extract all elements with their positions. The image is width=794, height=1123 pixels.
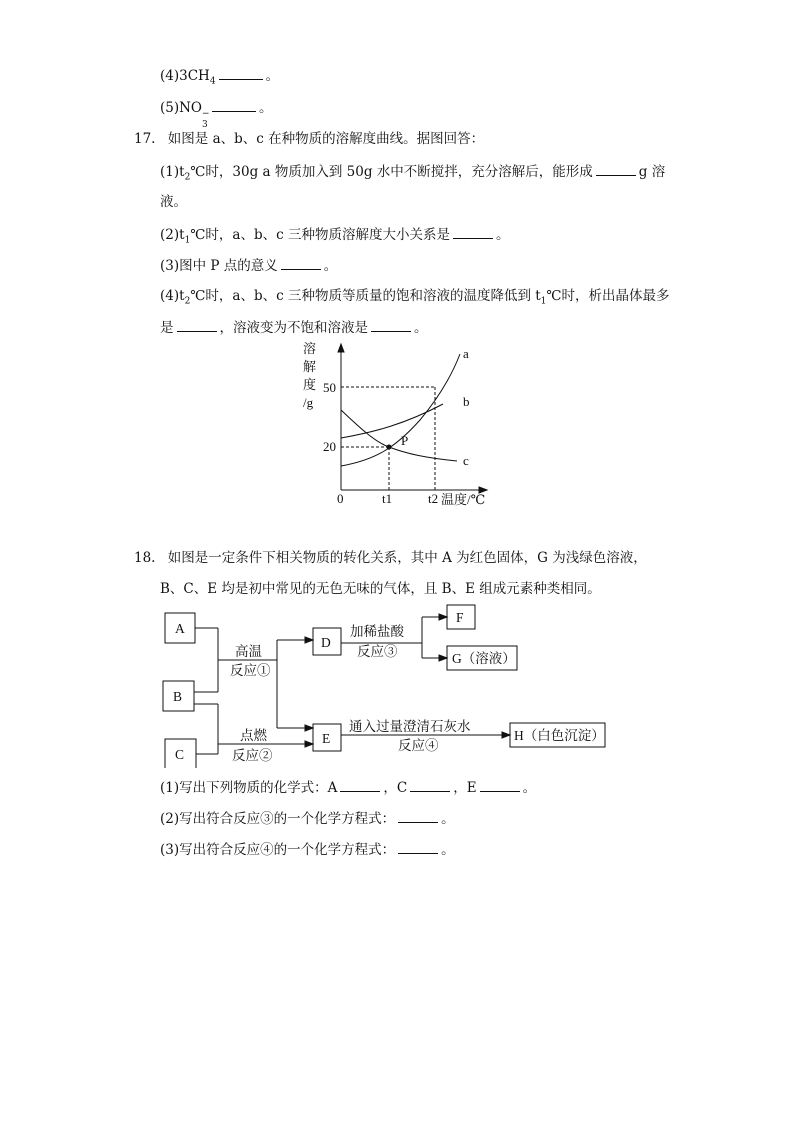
y-label-1: 溶	[303, 341, 317, 356]
q18-stem-line1: 如图是一定条件下相关物质的转化关系，其中 A 为红色固体，G 为浅绿色溶液，	[167, 550, 647, 566]
answer-blank[interactable]	[480, 778, 520, 792]
q17-part1-cont	[160, 193, 187, 211]
q17-part1	[160, 162, 665, 187]
q18-stem	[134, 549, 647, 567]
q18-p2-text2: 。	[441, 811, 455, 827]
q18-part2	[160, 809, 455, 828]
q16-item5-prefix: (5)NO	[160, 100, 203, 116]
condition-1: 高温	[235, 644, 262, 659]
answer-blank[interactable]	[212, 98, 256, 112]
q17-p2-text: ℃时，a、b、c 三种物质溶解度大小关系是	[190, 227, 450, 243]
answer-blank[interactable]	[281, 256, 321, 270]
box-b-label: B	[173, 689, 183, 704]
q17-number: 17.	[134, 131, 156, 147]
q18-p3-text: (3)写出符合反应④的一个化学方程式：	[160, 842, 396, 858]
curve-c	[341, 410, 457, 461]
q16-item4	[160, 66, 279, 91]
point-p	[387, 445, 392, 450]
q17-p4-text: ℃时，a、b、c 三种物质等质量的饱和溶液的温度降低到 t	[190, 288, 541, 304]
series-a-label: a	[463, 346, 469, 361]
answer-blank[interactable]	[398, 809, 438, 823]
condition-3: 加稀盐酸	[350, 624, 404, 639]
box-f-label: F	[456, 610, 464, 625]
q17-p3-text: (3)图中 P 点的意义	[160, 258, 278, 274]
subscript: 2	[184, 296, 191, 307]
q16-item5-suffix: 。	[259, 100, 273, 116]
q17-p4-label: (4)t	[160, 288, 185, 304]
answer-blank[interactable]	[398, 840, 438, 854]
box-a-label: A	[175, 621, 185, 636]
origin-label: 0	[337, 491, 344, 506]
q17-part4	[160, 287, 670, 311]
box-g-label: G（溶液）	[452, 651, 516, 666]
q16-item5-sub: 3	[202, 120, 208, 130]
q18-p1-text: (1)写出下列物质的化学式：A	[160, 780, 338, 796]
q17-p1-text: ℃时，30g a 物质加入到 50g 水中不断搅拌，充分溶解后，能形成	[190, 164, 593, 180]
q18-stem-line2: B、C、E 均是初中常见的无色无味的气体，且 B、E 组成元素种类相同。	[160, 581, 601, 597]
curve-b	[341, 404, 443, 438]
answer-blank[interactable]	[371, 318, 411, 332]
reaction-3: 反应③	[357, 644, 398, 659]
answer-blank[interactable]	[177, 318, 217, 332]
q18-part3	[160, 840, 455, 859]
answer-blank[interactable]	[596, 162, 636, 176]
box-e-label: E	[322, 731, 331, 746]
q17-p5-text3: 。	[414, 320, 428, 336]
box-h-label: H（白色沉淀）	[514, 728, 605, 743]
subscript: 1	[184, 235, 191, 246]
answer-blank[interactable]	[453, 225, 493, 239]
y-label-4: /g	[303, 395, 314, 410]
q18-part1	[160, 778, 536, 797]
q18-number: 18.	[134, 550, 156, 566]
q16-item5	[160, 98, 273, 130]
condition-4: 通入过量澄清石灰水	[349, 719, 471, 734]
series-b-label: b	[463, 394, 470, 409]
subscript: 2	[184, 172, 191, 183]
q16-item4-sub: 4	[209, 76, 216, 87]
q16-item4-prefix: (4)3CH	[160, 68, 210, 84]
y-axis-arrow	[338, 344, 344, 352]
q17-part3	[160, 256, 337, 275]
q18-stem-cont	[160, 580, 601, 598]
solubility-chart	[295, 340, 515, 510]
q17-part2	[160, 225, 509, 250]
q18-p2-text: (2)写出符合反应③的一个化学方程式：	[160, 811, 396, 827]
x-tick-t2: t2	[428, 491, 439, 506]
q17-p1-label: (1)t	[160, 164, 185, 180]
x-tick-t1: t1	[382, 491, 393, 506]
q17-p4-text2: ℃时，析出晶体最多	[546, 288, 670, 304]
q17-p5-text2: ，溶液变为不饱和溶液是	[219, 320, 368, 336]
q16-item4-suffix: 。	[265, 68, 280, 84]
y-label-3: 度	[303, 377, 317, 392]
subscript: 1	[540, 296, 547, 307]
q18-p1-text3: ，E	[453, 780, 477, 796]
y-label-2: 解	[303, 359, 317, 374]
answer-blank[interactable]	[219, 66, 263, 80]
q17-stem	[134, 130, 484, 148]
q17-p1-text2: g 溶	[638, 164, 666, 180]
reaction-diagram	[160, 603, 620, 768]
answer-blank[interactable]	[410, 778, 450, 792]
curve-a	[341, 354, 460, 466]
q17-p2-label: (2)t	[160, 227, 185, 243]
q17-part4-cont	[160, 318, 428, 337]
reaction-2: 反应②	[232, 748, 273, 763]
q17-stem-text: 如图是 a、b、c 在种物质的溶解度曲线。据图回答：	[167, 131, 485, 147]
answer-blank[interactable]	[340, 778, 380, 792]
q18-p1-text2: ，C	[383, 780, 408, 796]
q17-p1-text3: 液。	[160, 194, 187, 210]
q17-p5-text: 是	[160, 320, 174, 336]
q18-p1-text4: 。	[522, 780, 537, 796]
x-axis-label: 温度/℃	[441, 492, 486, 507]
point-p-label: P	[401, 433, 409, 448]
q17-p3-text2: 。	[323, 258, 338, 274]
reaction-4: 反应④	[398, 738, 439, 753]
y-tick-50: 50	[323, 380, 336, 395]
q16-item5-sup: −	[202, 109, 210, 119]
q17-p2-text2: 。	[495, 227, 510, 243]
q18-p3-text2: 。	[441, 842, 455, 858]
reaction-1: 反应①	[230, 663, 271, 678]
condition-2: 点燃	[240, 728, 267, 743]
box-d-label: D	[321, 635, 331, 650]
series-c-label: c	[463, 453, 469, 468]
box-c-label: C	[175, 747, 185, 762]
y-tick-20: 20	[323, 439, 336, 454]
